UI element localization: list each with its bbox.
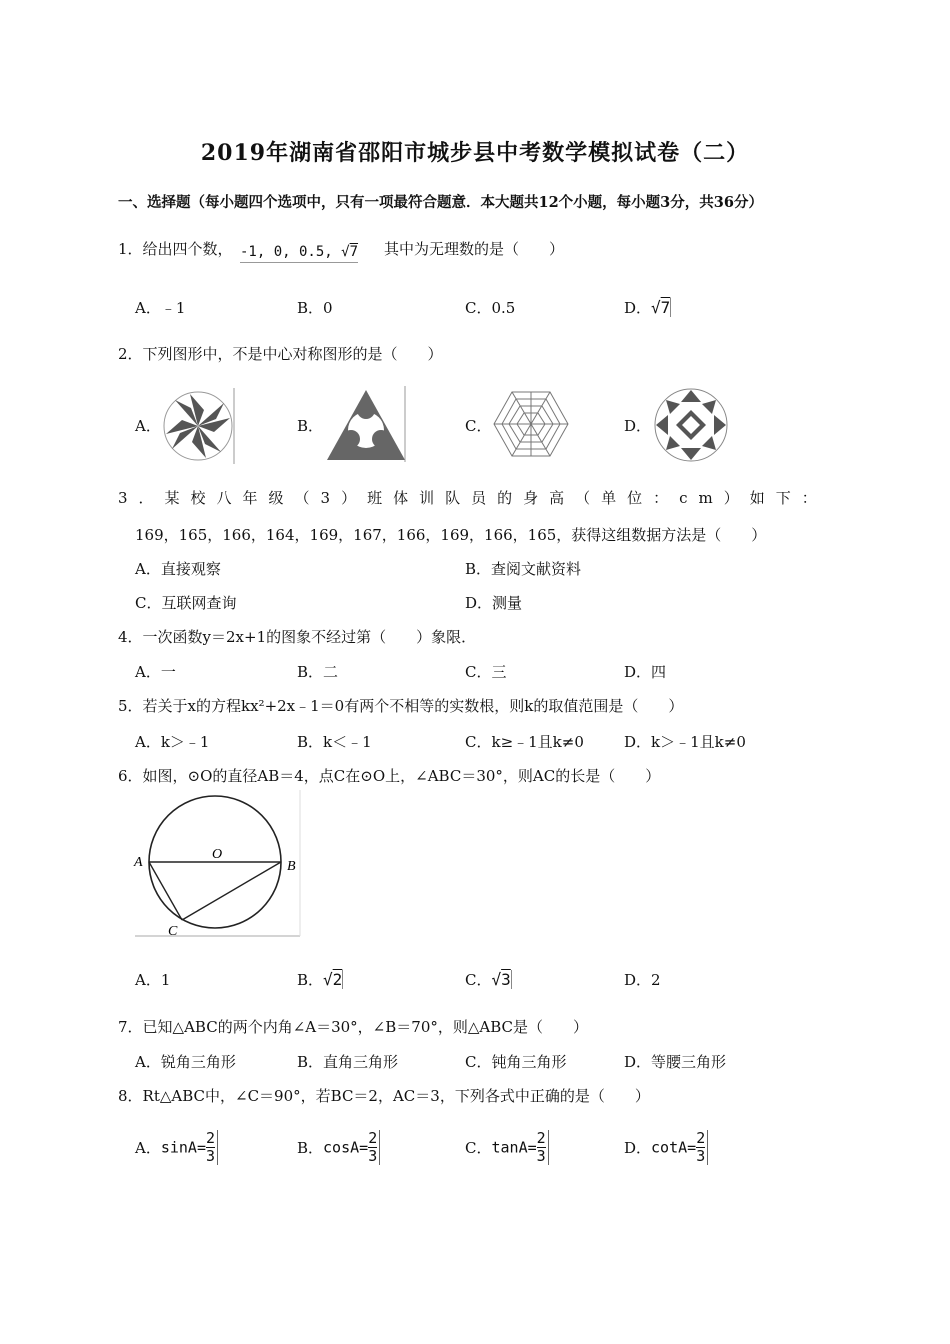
trig-function: cosA= — [323, 1138, 369, 1157]
question-1-stem-post: 其中为无理数的是（ ） — [384, 240, 565, 258]
option-label: A． — [135, 1139, 161, 1157]
q5-option-d[interactable]: D．k＞﹣1且k≠0 — [624, 733, 746, 751]
q7-option-a[interactable]: A．锐角三角形 — [135, 1053, 236, 1071]
q5-option-a[interactable]: A．k＞﹣1 — [135, 733, 210, 751]
hexagon-web-figure — [492, 388, 570, 460]
question-2-stem: 2．下列图形中，不是中心对称图形的是（ ） — [118, 345, 443, 363]
fraction — [696, 1130, 708, 1165]
q6-option-d[interactable]: D．2 — [624, 971, 661, 989]
question-6-stem: 6．如图，⊙O的直径AB＝4，点C在⊙O上，∠ABC＝30°，则AC的长是（ ） — [118, 767, 661, 785]
option-label: C． — [465, 1139, 492, 1157]
q8-option-c[interactable] — [465, 1130, 549, 1165]
point-label-o: O — [212, 847, 223, 862]
sqrt-argument: 2 — [332, 970, 343, 989]
option-label: B． — [297, 1139, 324, 1157]
option-label: C． — [465, 971, 492, 989]
sqrt-argument: 7 — [660, 298, 671, 317]
q3-option-d[interactable]: D．测量 — [465, 594, 523, 612]
question-7-stem: 7．已知△ABC的两个内角∠A＝30°，∠B＝70°，则△ABC是（ ） — [118, 1018, 589, 1036]
q7-option-b[interactable]: B．直角三角形 — [297, 1053, 399, 1071]
q6-option-a[interactable]: A．1 — [135, 971, 171, 989]
fraction — [537, 1130, 549, 1165]
q8-option-d[interactable] — [624, 1130, 708, 1165]
q3-option-c[interactable]: C．互联网查询 — [135, 594, 237, 612]
question-1-stem-pre: 1．给出四个数， — [118, 240, 233, 258]
option-label: D． — [624, 299, 652, 317]
point-label-b: B — [287, 859, 296, 874]
q1-option-c[interactable]: C．0.5 — [465, 299, 516, 317]
trig-function: cotA= — [651, 1138, 697, 1157]
fraction-numerator: 2 — [696, 1129, 706, 1147]
q2-option-c[interactable]: C． — [465, 417, 492, 435]
fraction-numerator: 2 — [206, 1129, 216, 1147]
circle-diagram-figure — [132, 790, 304, 940]
fraction-denominator: 3 — [536, 1147, 546, 1165]
q4-option-c[interactable]: C．三 — [465, 663, 507, 681]
q4-option-a[interactable]: A．一 — [135, 663, 176, 681]
question-4-stem: 4．一次函数y＝2x+1的图象不经过第（ ）象限． — [118, 628, 477, 646]
q8-option-b[interactable] — [297, 1130, 380, 1165]
point-label-c: C — [168, 924, 178, 939]
number-list: -1, 0, 0.5, — [240, 244, 342, 260]
q5-option-c[interactable]: C．k≥﹣1且k≠0 — [465, 733, 584, 751]
q1-option-d[interactable] — [624, 297, 671, 318]
section-header: 一、选择题（每小题四个选项中，只有一项最符合题意．本大题共12个小题，每小题3分，共36分） — [118, 194, 763, 211]
q2-option-b[interactable]: B． — [297, 417, 324, 435]
question-3-line-1 — [118, 487, 838, 508]
q3-option-b[interactable]: B．查阅文献资料 — [465, 560, 582, 578]
q5-option-b[interactable]: B．k＜﹣1 — [297, 733, 372, 751]
option-label: D． — [624, 1139, 652, 1157]
q4-option-d[interactable]: D．四 — [624, 663, 667, 681]
q8-option-a[interactable] — [135, 1130, 218, 1165]
fraction-numerator: 2 — [368, 1129, 378, 1147]
question-3-line-1-text: 3．某校八年级（3）班体训队员的身高（单位：cm）如下： — [118, 489, 828, 507]
page-title: 2019年湖南省邵阳市城步县中考数学模拟试卷（二） — [200, 140, 750, 166]
q4-option-b[interactable]: B．二 — [297, 663, 339, 681]
q7-option-d[interactable]: D．等腰三角形 — [624, 1053, 727, 1071]
sqrt-icon: √ — [491, 970, 502, 989]
q2-option-d[interactable]: D． — [624, 417, 652, 435]
q2-option-a[interactable]: A． — [135, 417, 161, 435]
fraction-numerator: 2 — [536, 1129, 546, 1147]
octagram-circle-figure — [652, 386, 730, 464]
q6-option-c[interactable] — [465, 969, 512, 990]
q7-option-c[interactable]: C．钝角三角形 — [465, 1053, 567, 1071]
sqrt-argument: 3 — [501, 970, 511, 989]
sqrt-argument: 7 — [349, 244, 359, 260]
q1-option-b[interactable]: B．0 — [297, 299, 333, 317]
question-3-line-2: 169，165，166，164，169，167，166，169，166，165，获得这组数据方法是（ ） — [135, 526, 767, 544]
trig-function: sinA= — [160, 1138, 206, 1157]
sqrt-icon: √ — [651, 298, 661, 317]
fraction-denominator: 3 — [206, 1147, 216, 1165]
q6-option-b[interactable] — [297, 969, 343, 990]
pinwheel-star-figure — [160, 388, 236, 464]
point-label-a: A — [134, 855, 143, 870]
sqrt-icon: √ — [341, 244, 350, 260]
fraction-denominator: 3 — [368, 1147, 378, 1165]
fraction — [368, 1130, 380, 1165]
question-8-stem: 8．Rt△ABC中，∠C＝90°，若BC＝2，AC＝3，下列各式中正确的是（ ） — [118, 1087, 650, 1105]
fraction-denominator: 3 — [696, 1147, 706, 1165]
triangle-circles-figure — [325, 386, 407, 462]
trig-function: tanA= — [491, 1138, 537, 1157]
sqrt-icon: √ — [323, 970, 333, 989]
q3-option-a[interactable]: A．直接观察 — [135, 560, 221, 578]
question-1-numbers — [240, 244, 358, 263]
question-5-stem: 5．若关于x的方程kx²+2x﹣1＝0有两个不相等的实数根，则k的取值范围是（ ） — [118, 697, 684, 715]
q1-option-a[interactable]: A．﹣1 — [135, 299, 186, 317]
fraction — [206, 1130, 218, 1165]
option-label: B． — [297, 971, 324, 989]
